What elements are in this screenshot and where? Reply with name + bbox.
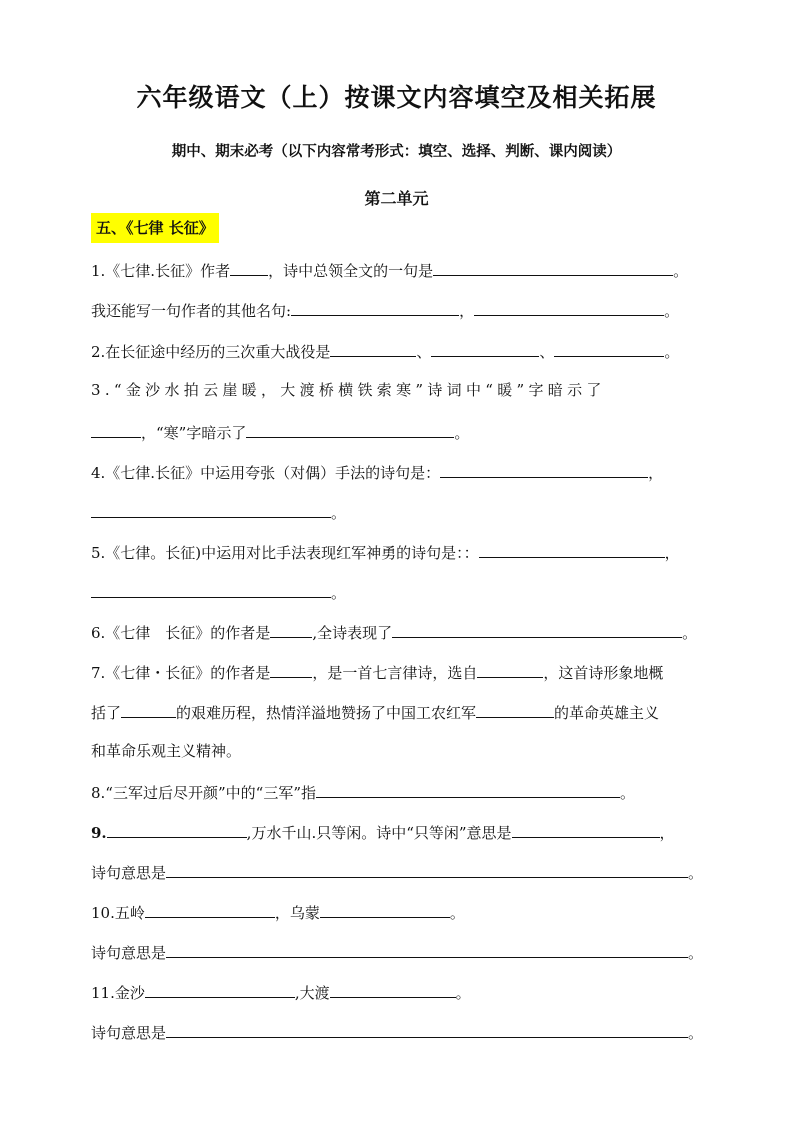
question-8: 8.“三军过后尽开颜”中的“三军”指 。 xyxy=(91,779,703,805)
question-6: 6.《七律 长征》的作者是 ,全诗表现了 。 xyxy=(91,619,703,645)
blank[interactable] xyxy=(270,619,312,638)
page-subtitle: 期中、期末必考（以下内容常考形式：填空、选择、判断、课内阅读） xyxy=(171,143,622,160)
blank[interactable] xyxy=(107,819,247,838)
section-heading: 五、《七律 长征》 xyxy=(91,213,219,243)
question-2: 2.在长征途中经历的三次重大战役是 、 、 。 xyxy=(91,338,703,364)
question-7-end: 和革命乐观主义精神。 xyxy=(91,742,242,760)
question-1: 1.《七律.长征》作者 ，诗中总领全文的一句是 。 xyxy=(91,257,703,283)
blank[interactable] xyxy=(246,419,454,438)
blank[interactable] xyxy=(166,859,688,878)
blank[interactable] xyxy=(91,419,141,438)
unit-heading: 第二单元 xyxy=(364,189,429,208)
question-11-meaning: 诗句意思是 。 xyxy=(91,1019,703,1045)
blank[interactable] xyxy=(479,539,665,558)
blank[interactable] xyxy=(476,699,554,718)
question-5: 5.《七律。长征)中运用对比手法表现红军神勇的诗句是：： ， xyxy=(91,539,703,565)
question-4: 4.《七律.长征》中运用夸张（对偶）手法的诗句是： ， xyxy=(91,459,703,485)
question-9-meaning: 诗句意思是 。 xyxy=(91,859,703,885)
blank[interactable] xyxy=(121,699,176,718)
question-7: 7.《七律・长征》的作者是 ，是一首七言律诗，选自 ，这首诗形象地概 xyxy=(91,659,703,685)
blank[interactable] xyxy=(145,979,295,998)
blank[interactable] xyxy=(291,297,459,316)
blank[interactable] xyxy=(330,979,456,998)
question-3: 3.“金沙水拍云崖暖，大渡桥横铁索寒”诗词中“暖”字暗示了 xyxy=(91,381,606,399)
question-10: 10.五岭 ，乌蒙 。 xyxy=(91,899,703,925)
question-9: 9. ,万水千山.只等闲。诗中“只等闲”意思是 ， xyxy=(91,819,703,845)
blank[interactable] xyxy=(166,939,688,958)
blank[interactable] xyxy=(330,338,416,357)
blank[interactable] xyxy=(316,779,620,798)
question-3-cont: ，“寒”字暗示了 。 xyxy=(91,419,703,445)
question-1-famous-line: 我还能写一句作者的其他名句: ， 。 xyxy=(91,297,703,323)
blank[interactable] xyxy=(554,338,664,357)
blank[interactable] xyxy=(440,459,648,478)
question-4-cont: 。 xyxy=(91,499,703,525)
question-7-cont: 括了 的艰难历程，热情洋溢地赞扬了中国工农红军 的革命英雄主义 xyxy=(91,699,703,725)
blank[interactable] xyxy=(474,297,664,316)
blank[interactable] xyxy=(230,257,268,276)
blank[interactable] xyxy=(91,499,331,518)
blank[interactable] xyxy=(145,899,275,918)
blank[interactable] xyxy=(477,659,543,678)
blank[interactable] xyxy=(166,1019,688,1038)
blank[interactable] xyxy=(91,579,331,598)
blank[interactable] xyxy=(320,899,450,918)
page-title: 六年级语文（上）按课文内容填空及相关拓展 xyxy=(136,83,657,112)
question-11: 11.金沙 ,大渡 。 xyxy=(91,979,703,1005)
blank[interactable] xyxy=(512,819,660,838)
question-5-cont: 。 xyxy=(91,579,703,605)
question-10-meaning: 诗句意思是 。 xyxy=(91,939,703,965)
blank[interactable] xyxy=(433,257,673,276)
blank[interactable] xyxy=(392,619,682,638)
blank[interactable] xyxy=(431,338,539,357)
blank[interactable] xyxy=(270,659,312,678)
